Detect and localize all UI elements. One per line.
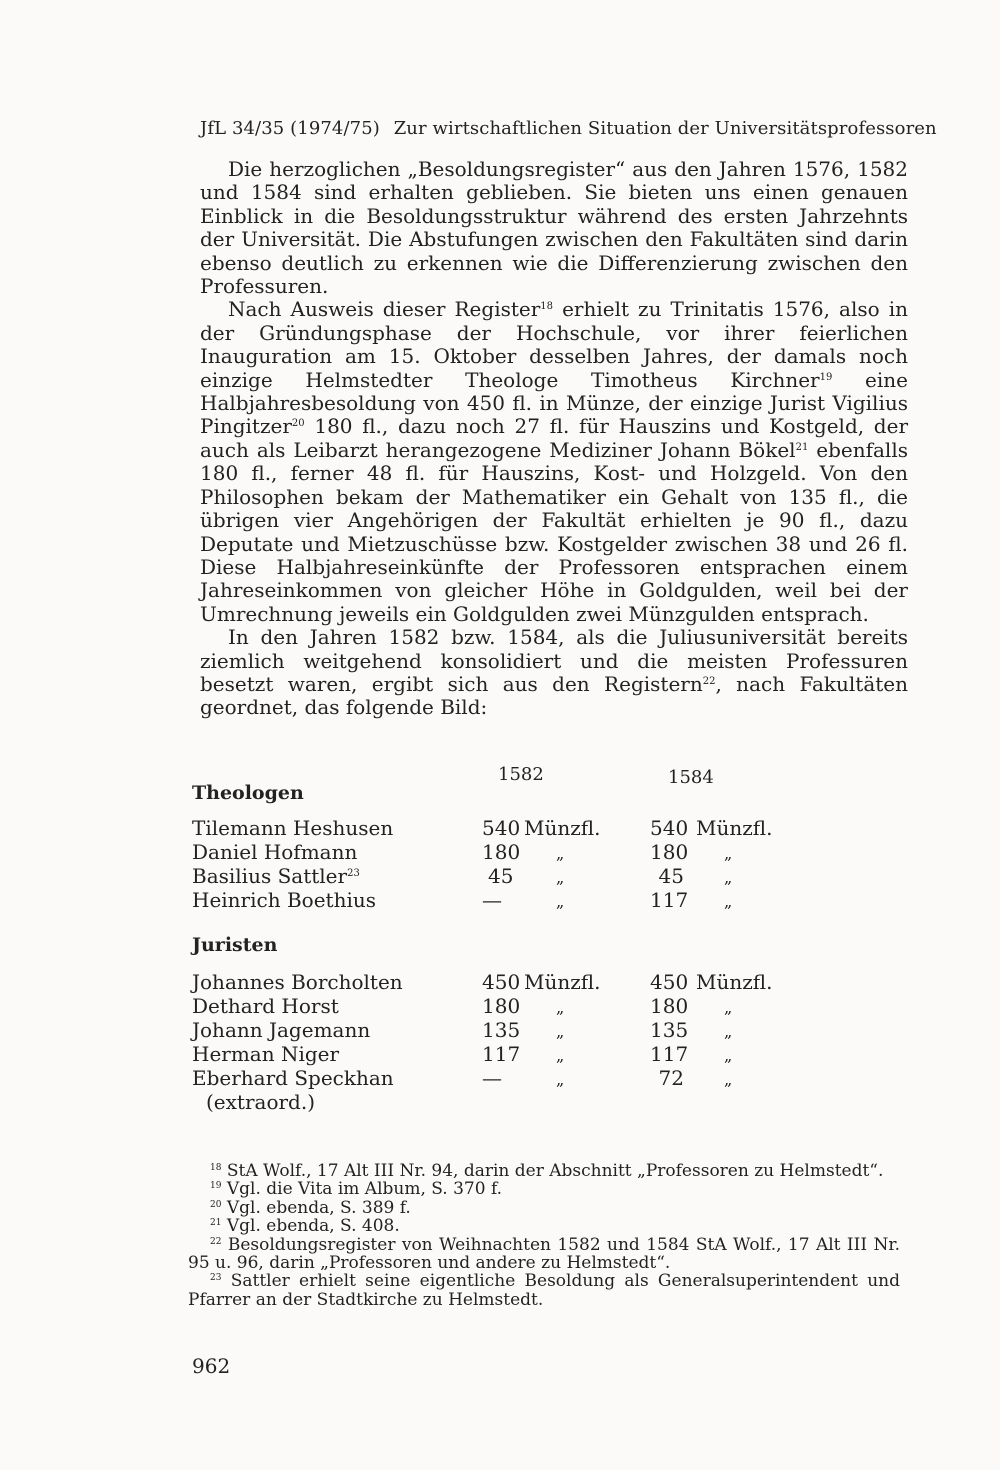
salary-1582: 540 (482, 816, 521, 840)
table-row (192, 994, 792, 1018)
paragraph-2 (200, 298, 908, 626)
footnote-ref[interactable]: 18 (540, 301, 554, 313)
ditto-mark: „ (724, 844, 733, 863)
table-row (192, 1018, 792, 1042)
professor-name: Tilemann Heshusen (192, 816, 394, 840)
paragraph-1: Die herzoglichen „Besoldungsregister“ aus den Jahren 1576, 1582 und 1584 sind erhalten geblieben. Sie bieten uns einen genauen Einblick in die Besoldungsstruktur während des ersten Jahrzehnts der Universität. Die Abstufungen zwischen den Fakultäten sind darin ebenso deutlich zu erkennen wie die Differenzierung zwischen den Professuren. (200, 157, 908, 299)
unit-1584: Münzfl. (696, 816, 773, 840)
professor-name: Johannes Borcholten (192, 970, 403, 994)
text-run: , nach Fakultäten geordnet, das folgende Bild: (200, 671, 909, 720)
footnote-number: 23 (210, 1273, 222, 1284)
footnote-text: StA Wolf., 17 Alt III Nr. 94, darin der Abschnitt „Professoren zu Helmstedt“. (226, 1161, 884, 1181)
salary-1582: 450 (482, 970, 521, 994)
text-run: eine Halbjahresbesoldung von 450 fl. in Münze, der einzige Jurist Vigilius Pingitzer (200, 367, 909, 439)
table-row (192, 840, 792, 864)
ditto-mark: „ (556, 868, 565, 887)
table-row (192, 864, 792, 888)
table-row (192, 888, 792, 912)
professor-name: Dethard Horst (192, 994, 339, 1018)
footnote-ref[interactable]: 21 (795, 441, 809, 453)
text-run: In den Jahren 1582 bzw. 1584, als die Juliusuniversität bereits ziemlich weitgehend konsolidiert und die meisten Professuren besetzt waren, ergibt sich aus den Registern (200, 625, 908, 696)
professor-name: Johann Jagemann (192, 1018, 371, 1042)
text-run: 180 fl., dazu noch 27 fl. für Hauszins und Kostgeld, der auch als Leibarzt herangezogene Mediziner Johann Bökel (200, 414, 908, 462)
table-row (192, 970, 792, 994)
footnote-number: 22 (210, 1236, 222, 1247)
ditto-mark: „ (724, 1046, 733, 1065)
footnote (188, 1236, 900, 1273)
text-run: ebenfalls 180 fl., ferner 48 fl. für Hauszins, Kost- und Holzgeld. Von den Philosophen bekam der Mathematiker ein Gehalt von 135 fl., die übrigen vier Angehörigen der Fakultät erhielten je 90 fl., dazu Deputate und Mietzuschüsse bzw. Kostgelder zwischen 38 und 26 fl. Diese Halbjahreseinkünfte der Professoren entsprachen einem Jahreseinkommen von gleicher Höhe in Goldgulden, weil bei der Umrechnung jeweils ein Goldgulden zwei Münzgulden entsprach. (200, 437, 908, 626)
ditto-mark: „ (724, 868, 733, 887)
professor-status: (extraord.) (206, 1090, 316, 1114)
salary-1582: 180 (482, 994, 521, 1018)
unit-1582: Münzfl. (524, 970, 601, 994)
footnote-text: Besoldungsregister von Weihnachten 1582 und 1584 StA Wolf., 17 Alt III Nr. 95 u. 96, darin „Professoren und andere zu Helmstedt“. (188, 1234, 900, 1274)
professor-name (192, 864, 360, 888)
column-year-1582: 1582 (498, 764, 544, 785)
footnote-text: Sattler erhielt seine eigentliche Besoldung als Generalsuperintendent und Pfarrer an der Stadtkirche zu Helmstedt. (188, 1271, 900, 1310)
salary-1582: 117 (482, 1042, 521, 1066)
professor-name: Herman Niger (192, 1042, 340, 1066)
journal-reference: JfL 34/35 (1974/75) (200, 118, 380, 139)
column-year-1584: 1584 (668, 767, 714, 788)
ditto-mark: „ (724, 892, 733, 911)
salary-1584: 180 (650, 994, 689, 1018)
text-run: erhielt zu Trinitatis 1576, also in der Gründungsphase der Hochschule, vor ihrer feierlichen Inauguration am 15. Oktober desselben Jahres, der damals noch einzige Helmstedter Theologe Timotheus Kirchner (200, 297, 908, 392)
ditto-mark: „ (556, 892, 565, 911)
page-number: 962 (192, 1354, 231, 1378)
salary-1584: 117 (650, 1042, 689, 1066)
table-row (192, 1066, 792, 1114)
salary-1582: — (482, 888, 502, 912)
footnote-text: Vgl. die Vita im Album, S. 370 f. (226, 1179, 503, 1200)
footnote-ref[interactable]: 22 (702, 675, 716, 687)
salary-1584: 180 (650, 840, 689, 864)
salary-1582: 180 (482, 840, 521, 864)
name-text: Basilius Sattler (192, 864, 348, 888)
salary-1584: 540 (650, 816, 689, 840)
ditto-mark: „ (556, 1070, 565, 1089)
ditto-mark: „ (556, 844, 565, 863)
ditto-mark: „ (556, 998, 565, 1017)
salary-1584: 45 (658, 864, 684, 888)
salary-1584: 135 (650, 1018, 689, 1042)
unit-1584: Münzfl. (696, 970, 773, 994)
footnote-text: Vgl. ebenda, S. 408. (226, 1216, 400, 1237)
running-header (200, 118, 937, 139)
footnote-number: 20 (210, 1199, 222, 1210)
footnote-text: Vgl. ebenda, S. 389 f. (226, 1197, 411, 1218)
footnote-ref[interactable]: 19 (819, 371, 833, 383)
table-row (192, 816, 792, 840)
salary-1584: 117 (650, 888, 689, 912)
salary-1582: 45 (488, 864, 514, 888)
footnote-ref[interactable]: 23 (347, 868, 360, 879)
footnote (188, 1217, 900, 1235)
footnote (188, 1199, 900, 1217)
ditto-mark: „ (556, 1046, 565, 1065)
footnote (188, 1272, 900, 1309)
ditto-mark: „ (556, 1022, 565, 1041)
footnotes (188, 1162, 900, 1309)
unit-1582: Münzfl. (524, 816, 601, 840)
table-row (192, 1042, 792, 1066)
footnote-number: 18 (210, 1163, 222, 1173)
professor-name: Heinrich Boethius (192, 888, 376, 912)
professor-name: Daniel Hofmann (192, 840, 358, 864)
salary-1584: 72 (658, 1066, 684, 1090)
professor-name: Eberhard Speckhan (192, 1066, 394, 1090)
ditto-mark: „ (724, 1022, 733, 1041)
body-text (200, 158, 908, 720)
salary-1582: 135 (482, 1018, 521, 1042)
group-title-juristen: Juristen (192, 934, 278, 956)
running-title: Zur wirtschaftlichen Situation der Universitätsprofessoren (393, 118, 937, 139)
salary-1582: — (482, 1066, 502, 1090)
salary-1584: 450 (650, 970, 689, 994)
ditto-mark: „ (724, 998, 733, 1017)
footnote (188, 1180, 900, 1198)
footnote (188, 1162, 900, 1180)
text-run: Nach Ausweis dieser Register (228, 297, 541, 322)
ditto-mark: „ (724, 1070, 733, 1089)
paragraph-3 (200, 626, 908, 720)
group-title-theologen: Theologen (192, 782, 304, 804)
footnote-number: 21 (210, 1218, 222, 1229)
footnote-ref[interactable]: 20 (291, 418, 305, 430)
footnote-number: 19 (210, 1181, 222, 1192)
